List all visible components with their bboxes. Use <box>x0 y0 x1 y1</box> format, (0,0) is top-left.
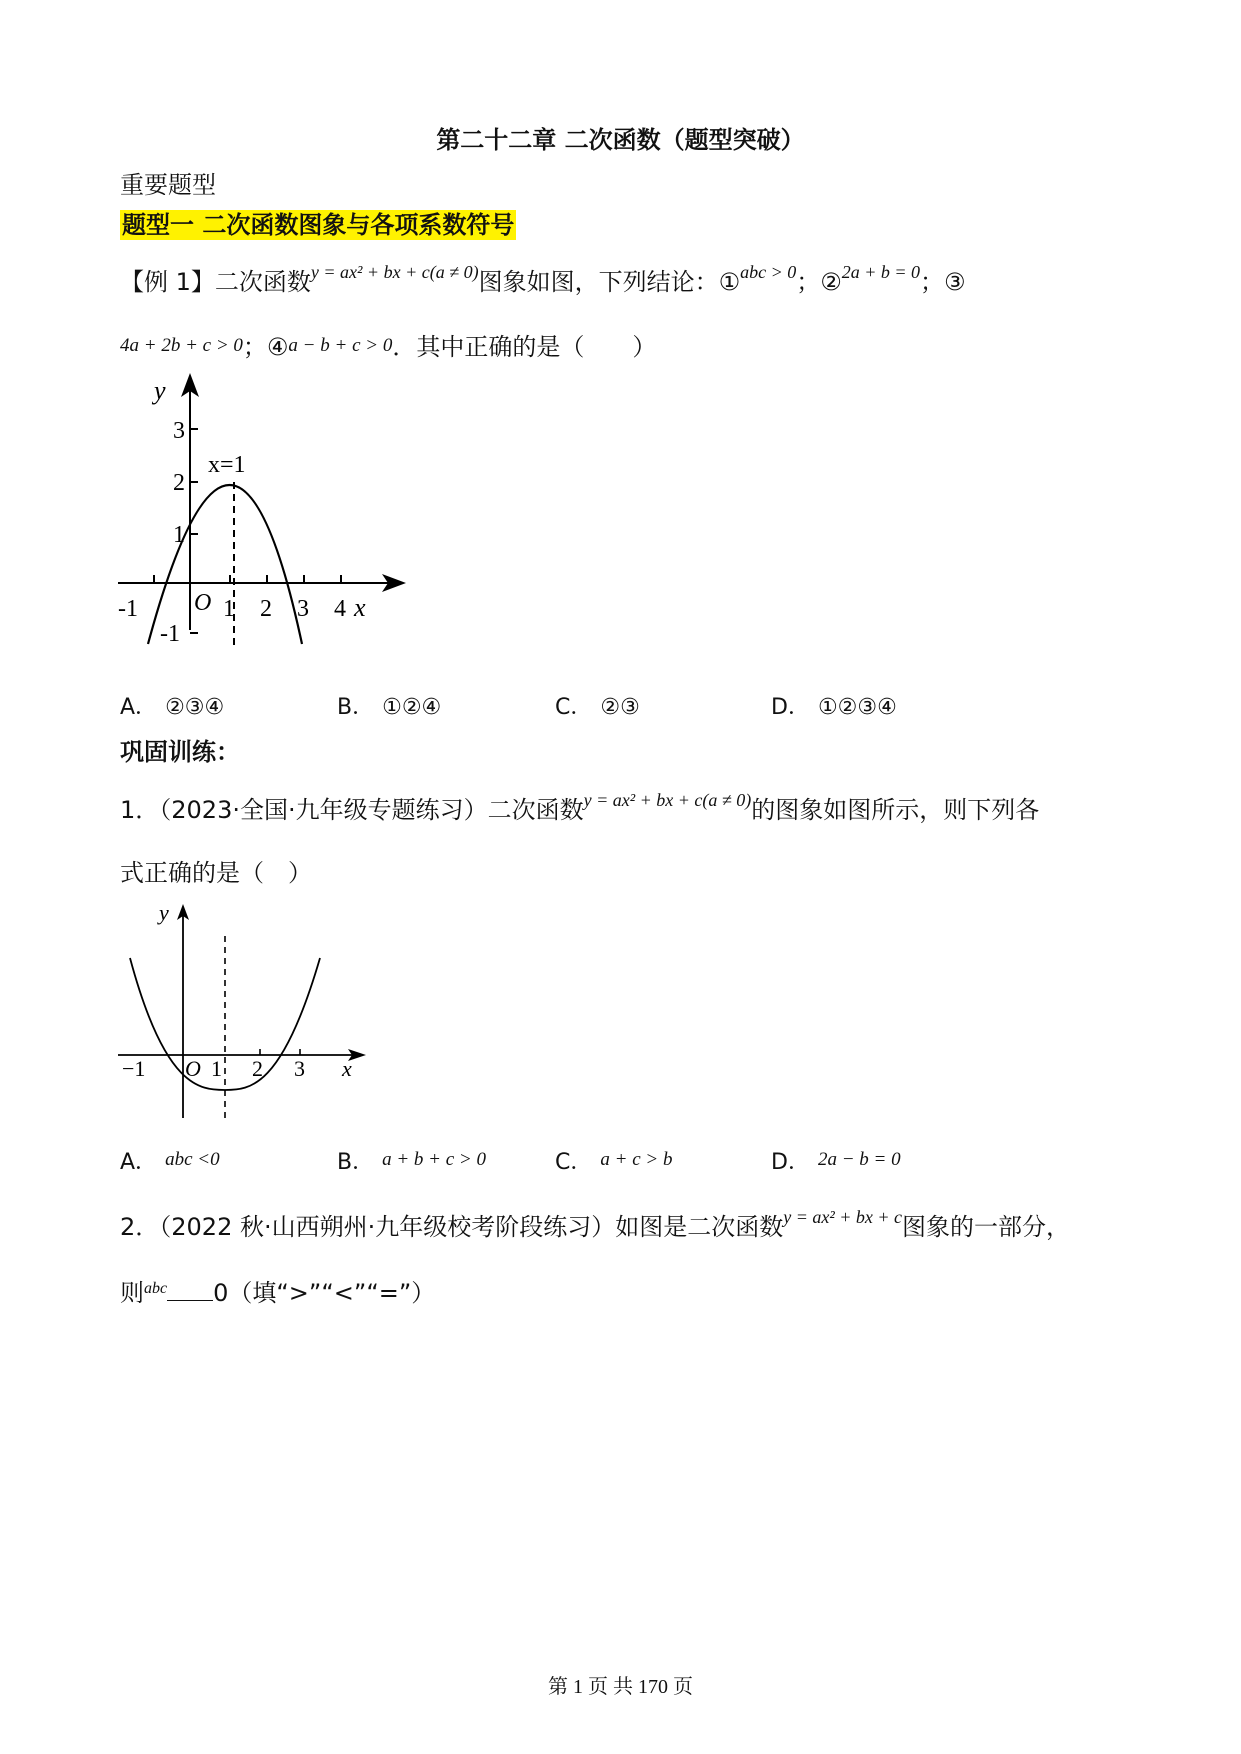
y-label: y <box>154 376 166 405</box>
conclusion-3-mark: ③ <box>944 268 966 296</box>
page-title: 第二十二章 二次函数（题型突破） <box>436 126 805 154</box>
example-graph <box>110 368 410 658</box>
conclusion-4: a − b + c > 0 <box>288 335 393 356</box>
x-label: x <box>342 1056 352 1081</box>
conclusion-2: 2a + b = 0 <box>841 262 921 282</box>
x-tick-label: −1 <box>122 1056 146 1081</box>
option-c[interactable]: C． ②③ <box>555 695 640 720</box>
q1-suffix: 的图象如图所示，则下列各 <box>751 796 1040 824</box>
q2-prefix: 2．（2022 秋·山西朔州·九年级校考阶段练习）如图是二次函数 <box>120 1213 784 1241</box>
y-tick-label: 1 <box>173 522 185 548</box>
example-line-1 <box>120 262 966 297</box>
x-tick-label: 3 <box>294 1056 305 1081</box>
origin-label: O <box>185 1056 201 1081</box>
option-d[interactable]: D． ①②③④ <box>771 695 897 720</box>
practice-heading: 巩固训练： <box>120 738 240 766</box>
conclusion-1-mark: ① <box>718 268 741 296</box>
conclusion-3: 4a + 2b + c > 0 <box>120 335 243 356</box>
answer-blank[interactable] <box>167 1280 213 1301</box>
separator: ； <box>796 268 821 296</box>
conclusion-1: abc > 0 <box>740 262 797 282</box>
example-formula: y = ax² + bx + c(a ≠ 0) <box>310 262 479 282</box>
origin-label: O <box>194 590 212 616</box>
symmetry-label: x=1 <box>208 452 246 478</box>
example-prefix: 【例 1】二次函数 <box>120 268 311 296</box>
q1-option-a[interactable]: A． abc <0 <box>120 1149 220 1175</box>
topic-heading <box>120 205 516 240</box>
q1-graph <box>110 898 370 1123</box>
q1-line-2: 式正确的是（ ） <box>120 859 312 887</box>
q2-formula: y = ax² + bx + c <box>783 1207 903 1227</box>
y-label: y <box>159 900 169 925</box>
example-tail: ．其中正确的是（ ） <box>392 333 657 361</box>
q2-suffix: 图象的一部分， <box>902 1213 1071 1241</box>
x-tick-label: 2 <box>252 1056 263 1081</box>
y-tick-label: 2 <box>173 470 185 496</box>
topic-highlight: 题型一 二次函数图象与各项系数符号 <box>122 211 515 239</box>
q2-line-1 <box>120 1207 1070 1242</box>
option-a[interactable]: A． ②③④ <box>120 695 225 720</box>
option-b[interactable]: B． ①②④ <box>337 695 442 720</box>
conclusion-2-mark: ② <box>820 268 842 296</box>
x-tick-label: -1 <box>118 596 138 622</box>
q1-prefix: 1．（2023·全国·九年级专题练习）二次函数 <box>120 796 584 824</box>
example-mid: 图象如图，下列结论： <box>478 268 719 296</box>
x-label: x <box>354 593 366 622</box>
y-tick-label: -1 <box>160 621 180 647</box>
x-tick-label: 4 <box>334 596 346 622</box>
q1-formula: y = ax² + bx + c(a ≠ 0) <box>583 790 752 810</box>
q2-abc: abc <box>144 1280 168 1297</box>
q1-option-d[interactable]: D． 2a − b = 0 <box>771 1149 901 1175</box>
separator: ； <box>920 268 945 296</box>
section-heading: 重要题型 <box>120 171 216 199</box>
conclusion-4-mark: ④ <box>266 333 289 361</box>
x-tick-label: 3 <box>297 596 309 622</box>
q2-then: 则 <box>120 1279 144 1307</box>
q2-line-2 <box>120 1273 435 1308</box>
q2-fill-hint: 0（填“>”“<”“=”） <box>213 1279 436 1307</box>
x-tick-label: 2 <box>260 596 272 622</box>
q1-line-1 <box>120 790 1039 825</box>
x-tick-label: 1 <box>223 596 235 622</box>
example-line-2 <box>120 327 656 362</box>
y-tick-label: 3 <box>173 418 185 444</box>
page-number: 第 1 页 共 170 页 <box>548 1676 693 1698</box>
q1-option-c[interactable]: C． a + c > b <box>555 1149 673 1175</box>
x-tick-label: 1 <box>211 1056 222 1081</box>
separator: ； <box>242 333 267 361</box>
q1-option-b[interactable]: B． a + b + c > 0 <box>337 1149 486 1175</box>
